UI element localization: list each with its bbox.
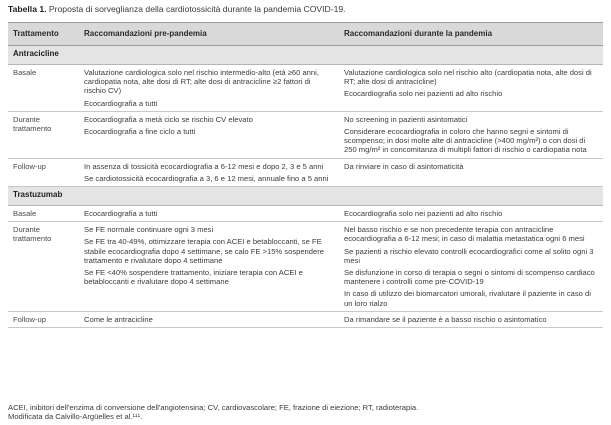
section-row [8, 187, 603, 206]
section-row [8, 46, 603, 65]
recommendation-text: In assenza di tossicità ecocardiografia a 6-12 mesi e dopo 2, 3 e 5 anni [84, 161, 324, 171]
table-header-row [8, 23, 603, 46]
pre-pandemic-cell [79, 158, 339, 186]
table-row [8, 206, 603, 222]
recommendation-text: Valutazione cardiologica solo nel rischio intermedio-alto (età ≥60 anni, cardiopatia nota, alte dosi di RT; alte dosi di antracicline ≥2 fattori di rischio CV) [84, 68, 319, 96]
recommendation-text: Se disfunzione in corso di terapia o segni o sintomi di scompenso cardiaco mantenere i controlli come pre-COVID-19 [344, 268, 595, 287]
during-pandemic-cell [339, 311, 603, 327]
during-pandemic-cell [339, 111, 603, 158]
recommendation-text: Ecocardiografia a fine ciclo a tutti [84, 127, 196, 137]
footnote-abbreviations: ACEI, inibitori dell'enzima di conversione dell'angiotensina; CV, cardiovascolare; FE, frazione di eiezione; RT, radioterapia. [8, 403, 419, 412]
during-pandemic-cell [339, 65, 603, 112]
table-row [8, 311, 603, 327]
recommendation-text: Se pazienti a rischio elevato controlli ecocardiografici come al solito ogni 3 mesi [344, 246, 594, 265]
recommendation-text: Ecocardiografia a tutti [84, 209, 158, 219]
table-row [8, 65, 603, 112]
header-pre-pandemic: Raccomandazioni pre-pandemia [79, 23, 339, 46]
recommendation-text: Se FE <40% sospendere trattamento, iniziare terapia con ACEI e betabloccanti e rivalutare dopo 4 settimane [84, 268, 303, 287]
recommendation-text: Valutazione cardiologica solo nel rischio alto (cardiopatia nota, alte dosi di RT; alte dosi di antracicline) [344, 68, 592, 87]
footnote-source: Modificata da Calvillo-Argüelles et al.¹¹¹. [8, 412, 143, 422]
recommendation-text: Ecocardiografia solo nei pazienti ad alto rischio [344, 89, 503, 99]
recommendation-text: Considerare ecocardiografia in coloro che hanno segni e sintomi di scompenso; in dosi molte alte di antracicline (>400 mg/m²) o con dosi di 250 mg/m² in concomitanza di multipli fattori di rischio o cardiopatia nota [344, 127, 587, 155]
pre-pandemic-cell [79, 206, 339, 222]
row-label: Durante trattamento [8, 222, 79, 312]
recommendation-text: Come le antracicline [84, 314, 153, 324]
header-during-pandemic: Raccomandazioni durante la pandemia [339, 23, 603, 46]
pre-pandemic-cell [79, 311, 339, 327]
recommendation-text: Se FE normale continuare ogni 3 mesi [84, 225, 214, 235]
row-label: Durante trattamento [8, 111, 79, 158]
table-caption [8, 4, 346, 14]
during-pandemic-cell [339, 222, 603, 312]
during-pandemic-cell [339, 158, 603, 186]
table-footnote [8, 403, 603, 422]
pre-pandemic-cell [79, 222, 339, 312]
row-label: Follow-up [8, 158, 79, 186]
caption-label: Tabella 1. [8, 4, 47, 14]
section-title: Antracicline [8, 46, 603, 65]
header-treatment: Trattamento [8, 23, 79, 46]
table-row [8, 222, 603, 312]
surveillance-table [8, 22, 603, 328]
recommendation-text: Ecocardiografia a metà ciclo se rischio CV elevato [84, 114, 253, 124]
table-row [8, 111, 603, 158]
recommendation-text: In caso di utilizzo dei biomarcatori umorali, rivalutare il paziente in caso di un loro rialzo [344, 289, 591, 308]
recommendation-text: Ecocardiografia solo nei pazienti ad alto rischio [344, 209, 503, 219]
recommendation-text: Se cardiotossicità ecocardiografia a 3, 6 e 12 mesi, annuale fino a 5 anni [84, 173, 329, 183]
during-pandemic-cell [339, 206, 603, 222]
recommendation-text: No screening in pazienti asintomatici [344, 114, 468, 124]
row-label: Basale [8, 206, 79, 222]
pre-pandemic-cell [79, 65, 339, 112]
recommendation-text: Da rimandare se il paziente è a basso rischio o asintomatico [344, 314, 547, 324]
recommendation-text: Da rinviare in caso di asintomaticità [344, 161, 464, 171]
recommendation-text: Se FE tra 40-49%, ottimizzare terapia con ACEI e betabloccanti, se FE stabile ecocardiografia dopo 4 settimane, se calo FE >15% sospendere trattamento e rivalutare dopo 4 settimane [84, 237, 324, 265]
pre-pandemic-cell [79, 111, 339, 158]
row-label: Follow-up [8, 311, 79, 327]
recommendation-text: Nel basso rischio e se non precedente terapia con antracicline ecocardiografia a 6-12 mesi; in caso di malattia metastatica ogni 6 mesi [344, 225, 585, 244]
table-row [8, 158, 603, 186]
section-title: Trastuzumab [8, 187, 603, 206]
recommendation-text: Ecocardiografia a tutti [84, 98, 158, 108]
caption-text: Proposta di sorveglianza della cardiotossicità durante la pandemia COVID-19. [46, 4, 346, 14]
table-body [8, 46, 603, 328]
row-label: Basale [8, 65, 79, 112]
